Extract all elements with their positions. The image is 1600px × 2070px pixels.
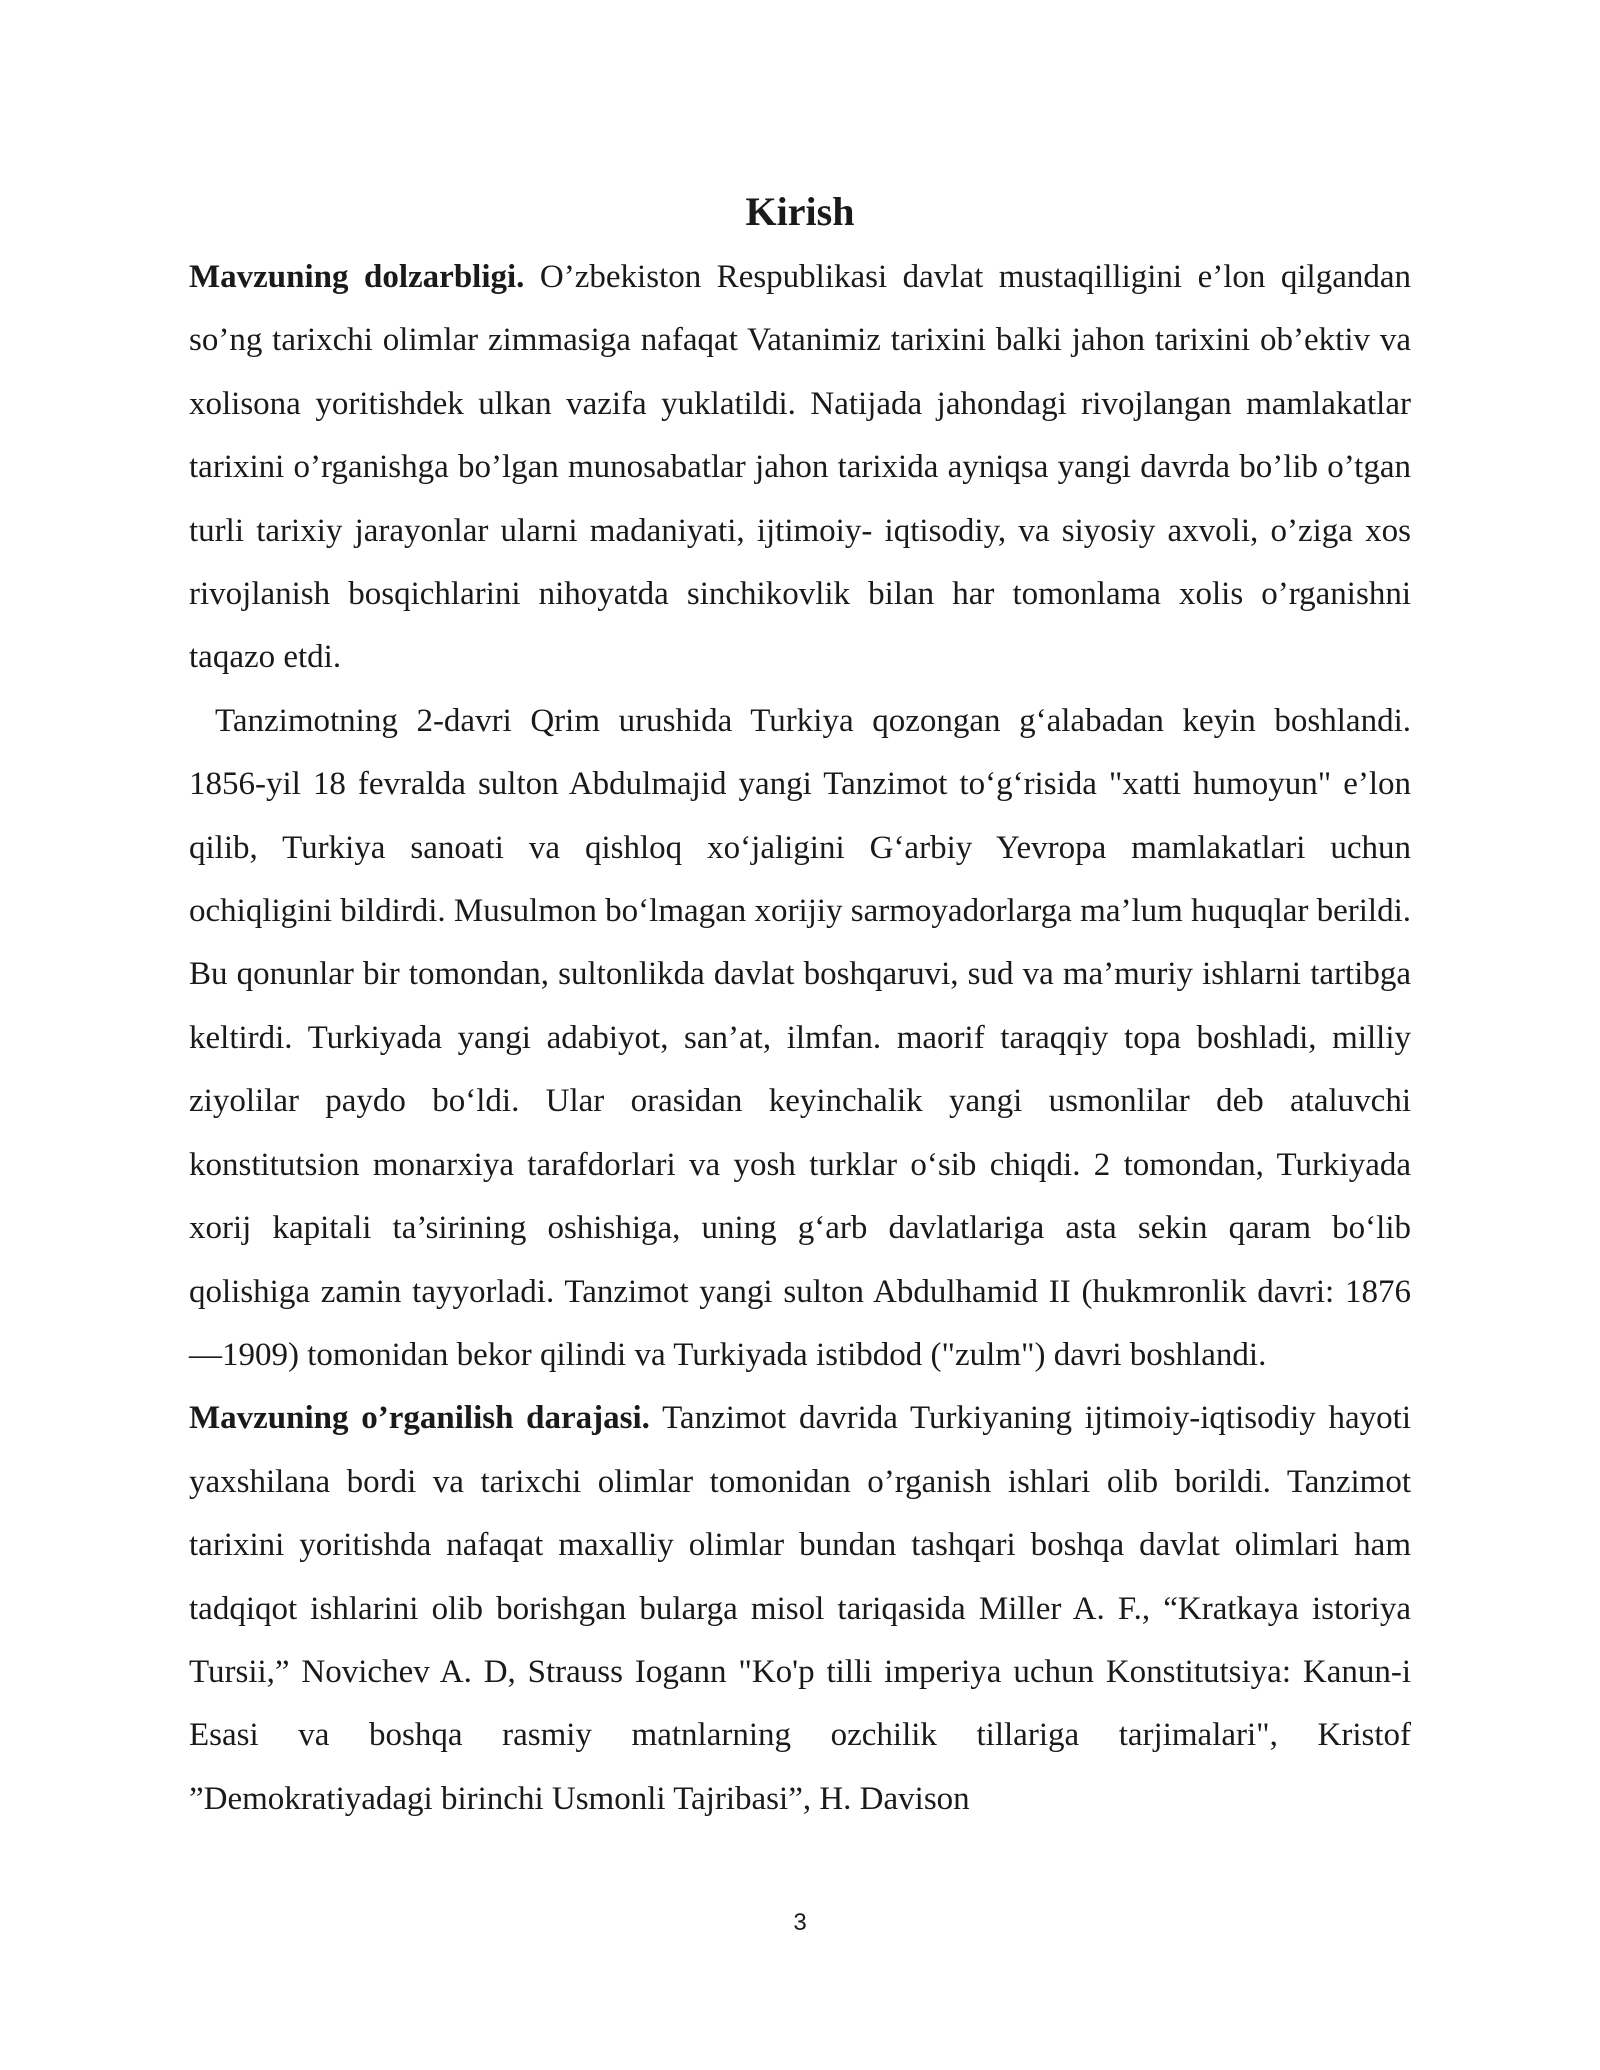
paragraph-text: Tanzimot davrida Turkiyaning ijtimoiy-iqtisodiy hayoti yaxshilana bordi va tarixchi olimlar tomonidan o’rganish ishlari olib borildi. Tanzimot tarixini yoritishda nafaqat maxalliy olimlar bundan tashqari boshqa davlat olimlari ham tadqiqot ishlarini olib borishgan bularga misol tariqasida Miller A. F., “Kratkaya istoriya Tursii,” Novichev A. D, Strauss Iogann "Ko'p tilli imperiya uchun Konstitutsiya: Kanun-i Esasi va boshqa rasmiy matnlarning ozchilik tillariga tarjimalari", Kristof ”Demokratiyadagi birinchi Usmonli Tajribasi”, H. Davison: [189, 1400, 1411, 1817]
paragraph-tanzimat: [189, 690, 1411, 1387]
paragraph-text: Tanzimotning 2-davri Qrim urushida Turkiya qozongan g‘alabadan keyin boshlandi. 1856-yil 18 fevralda sulton Abdulmajid yangi Tanzimot to‘g‘risida "xatti humoyun" e’lon qilib, Turkiya sanoati va qishloq xo‘jaligini G‘arbiy Yevropa mamlakatlari uchun ochiqligini bildirdi. Musulmon bo‘lmagan xorijiy sarmoyadorlarga ma’lum huquqlar berildi. Bu qonunlar bir tomondan, sultonlikda davlat boshqaruvi, sud va ma’muriy ishlarni tartibga keltirdi. Turkiyada yangi adabiyot, san’at, ilmfan. maorif taraqqiy topa boshladi, milliy ziyolilar paydo bo‘ldi. Ular orasidan keyinchalik yangi usmonlilar deb ataluvchi konstitutsion monarxiya tarafdorlari va yosh turklar o‘sib chiqdi. 2 tomondan, Turkiyada xorij kapitali ta’sirining oshishiga, uning g‘arb davlatlariga asta sekin qaram bo‘lib qolishiga zamin tayyorladi. Tanzimot yangi sulton Abdulhamid II (hukmronlik davri: 1876—1909) tomonidan bekor qilindi va Turkiyada istibdod ("zulm") davri boshlandi.: [189, 702, 1412, 1373]
page-number: 3: [793, 1909, 807, 1936]
paragraph-study-level: [189, 1387, 1411, 1831]
document-page: [189, 188, 1411, 1831]
paragraph-relevance: [189, 246, 1411, 690]
paragraph-text: O’zbekiston Respublikasi davlat mustaqilligini e’lon qilgandan so’ng tarixchi olimlar zimmasiga nafaqat Vatanimiz tarixini balki jahon tarixini ob’ektiv va xolisona yoritishdek ulkan vazifa yuklatildi. Natijada jahondagi rivojlangan mamlakatlar tarixini o’rganishga bo’lgan munosabatlar jahon tarixida ayniqsa yangi davrda bo’lib o’tgan turli tarixiy jarayonlar ularni madaniyati, ijtimoiy- iqtisodiy, va siyosiy axvoli, o’ziga xos rivojlanish bosqichlarini nihoyatda sinchikovlik bilan har tomonlama xolis o’rganishni taqazo etdi.: [189, 259, 1411, 676]
document-title: Kirish: [745, 189, 855, 234]
paragraph-lead-heading: Mavzuning dolzarbligi.: [189, 259, 525, 295]
paragraph-lead-heading: Mavzuning o’rganilish darajasi.: [189, 1400, 650, 1437]
